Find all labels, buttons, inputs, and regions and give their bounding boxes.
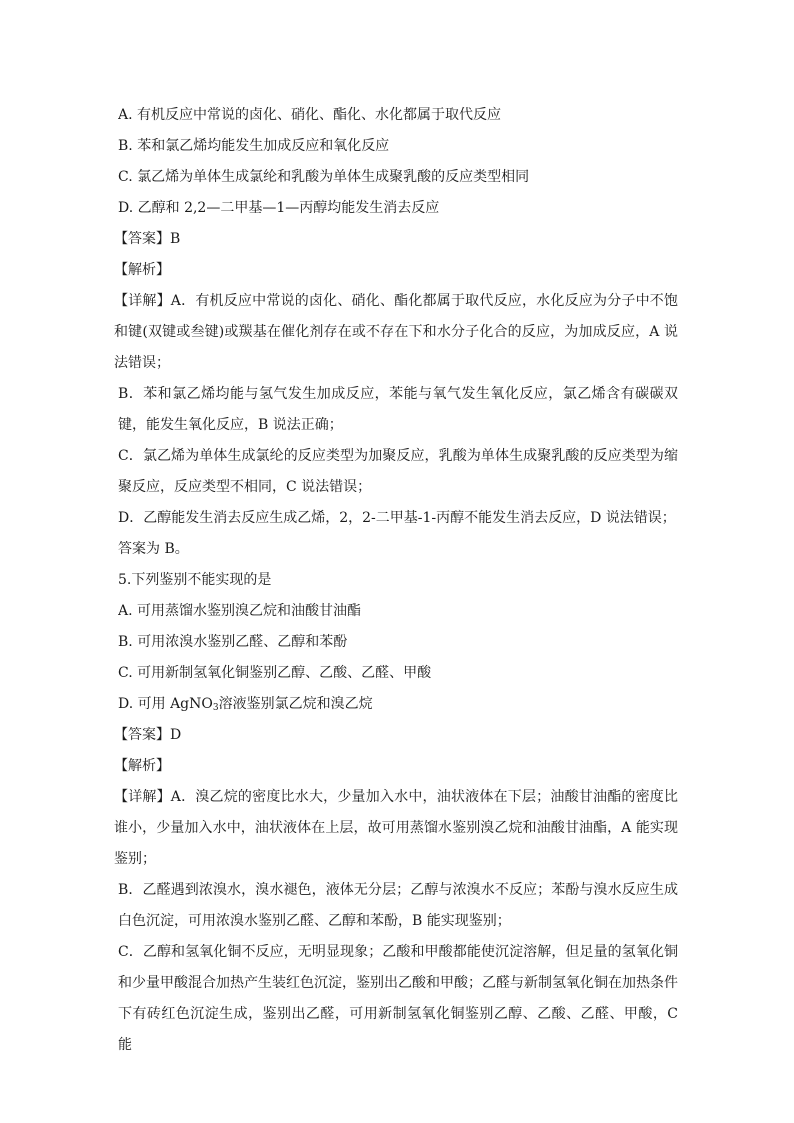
q4-explanation-c: C．氯乙烯为单体生成氯纶的反应类型为加聚反应，乳酸为单体生成聚乳酸的反应类型为缩聚反应，反应类型不相同，C 说法错误；: [118, 448, 678, 495]
q5-option-d: [118, 689, 678, 720]
q5-option-a: A. 可用蒸馏水鉴别溴乙烷和油酸甘油酯: [118, 603, 362, 619]
q5-analysis-heading: 【解析】: [114, 758, 170, 774]
q5-option-d-text: D. 可用 AgNO: [118, 696, 213, 712]
q5-answer: 【答案】D: [114, 727, 182, 743]
q4-conclusion: 答案为 B。: [118, 541, 189, 557]
q5-explanation-a: 【详解】A．溴乙烷的密度比水大，少量加入水中，油状液体在下层；油酸甘油酯的密度比谁小，少量加入水中，油状液体在上层，故可用蒸馏水鉴别溴乙烷和油酸甘油酯，A 能实现鉴别；: [114, 789, 678, 867]
q5-option-b: B. 可用浓溴水鉴别乙醛、乙醇和苯酚: [118, 634, 348, 650]
q5-explanation-b: B．乙醛遇到浓溴水，溴水褪色，液体无分层；乙醇与浓溴水不反应；苯酚与溴水反应生成白色沉淀，可用浓溴水鉴别乙醛、乙醇和苯酚，B 能实现鉴别；: [118, 882, 678, 929]
q4-explanation-a: 【详解】A．有机反应中常说的卤化、硝化、酯化都属于取代反应，水化反应为分子中不饱和键(双键或叁键)或羰基在催化剂存在或不存在下和水分子化合的反应，为加成反应，A 说法错误；: [114, 293, 678, 371]
q4-explanation-d: D．乙醇能发生消去反应生成乙烯，2，2-二甲基-1-丙醇不能发生消去反应，D 说法错误；: [118, 510, 676, 526]
q5-stem: 5.下列鉴别不能实现的是: [118, 572, 272, 588]
q4-explanation-b: B．苯和氯乙烯均能与氢气发生加成反应，苯能与氧气发生氧化反应，氯乙烯含有碳碳双键，能发生氧化反应，B 说法正确；: [118, 386, 678, 433]
q4-analysis-heading: 【解析】: [114, 262, 170, 278]
q4-option-b: B. 苯和氯乙烯均能发生加成反应和氧化反应: [118, 138, 390, 154]
q4-option-a: A. 有机反应中常说的卤化、硝化、酯化、水化都属于取代反应: [118, 107, 502, 123]
q5-option-d-text-end: 溶液鉴别氯乙烷和溴乙烷: [218, 696, 373, 712]
q5-explanation-c: C．乙醇和氢氧化铜不反应，无明显现象；乙酸和甲酸都能使沉淀溶解，但足量的氢氧化铜和少量甲酸混合加热产生装红色沉淀，鉴别出乙酸和甲酸；乙醛与新制氢氧化铜在加热条件下有砖红色沉淀生成，鉴别出乙醛，可用新制氢氧化铜鉴别乙醇、乙酸、乙醛、甲酸，C 能: [118, 944, 678, 1053]
q5-option-d-subscript: 3: [212, 703, 219, 713]
q4-option-d: D. 乙醇和 2,2—二甲基—1—丙醇均能发生消去反应: [118, 200, 440, 216]
q4-option-c: C. 氯乙烯为单体生成氯纶和乳酸为单体生成聚乳酸的反应类型相同: [118, 169, 530, 185]
q4-answer: 【答案】B: [114, 231, 181, 247]
page-content: [114, 100, 678, 1061]
q5-option-c: C. 可用新制氢氧化铜鉴别乙醇、乙酸、乙醛、甲酸: [118, 665, 432, 681]
